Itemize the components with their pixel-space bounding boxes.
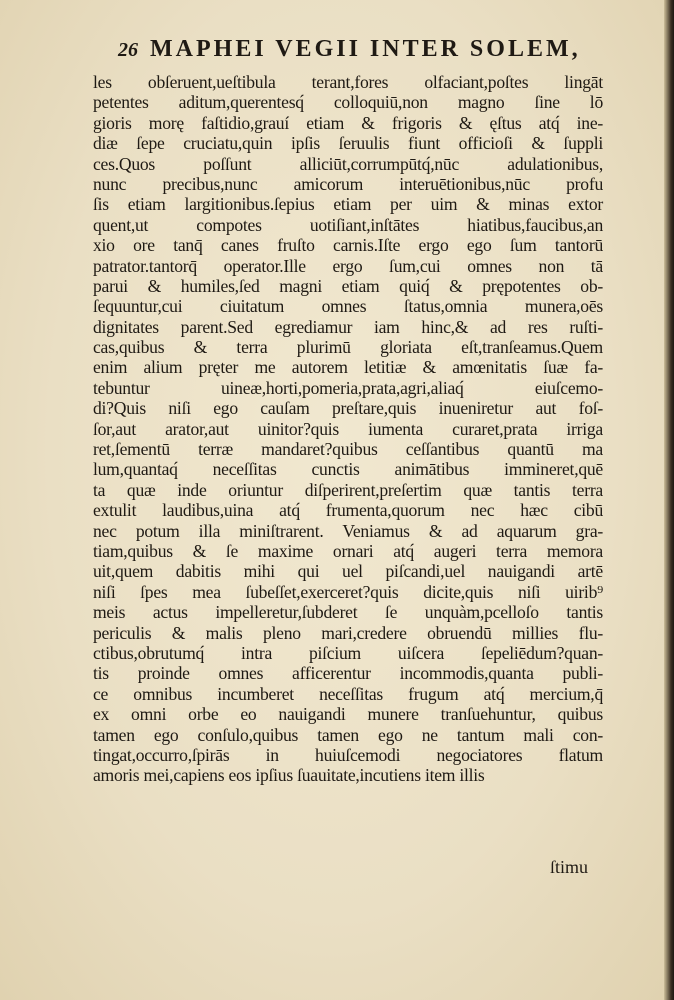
running-head: MAPHEI VEGII INTER SOLEM,	[150, 36, 581, 62]
text-line: enim alium pręter me autorem letitiæ & amœnitatis ſuæ fa-	[93, 357, 603, 378]
body-text	[93, 72, 603, 786]
text-line: les obſeruent,ueſtibula terant,fores olfaciant,poſtes lingāt	[93, 72, 603, 92]
text-line: diæ ſepe cruciatu,quin ipſis ſeruulis fiunt officioſi & ſuppli	[93, 133, 603, 154]
text-line: di?Quis niſi ego cauſam preſtare,quis inueniretur aut foſ-	[93, 398, 603, 419]
text-line: parui & humiles,ſed magni etiam quiq́ & prępotentes ob-	[93, 275, 603, 296]
text-line: tingat,occurro,ſpirās in huiuſcemodi negociatores flatum	[93, 744, 603, 765]
text-line: nec potum illa miniſtrarent. Veniamus & ad aquarum gra-	[93, 520, 603, 541]
page-header	[118, 36, 598, 66]
text-line: niſi ſpes mea ſubeſſet,exerceret?quis dicite,quis niſi uirib⁹	[93, 581, 603, 602]
text-line: meis actus impelleretur,ſubderet ſe unquàm,pcelloſo tantis	[93, 602, 603, 623]
text-line: cas,quibus & terra plurimū gloriata eſt,tranſeamus.Quem	[93, 337, 603, 358]
text-line: nunc precibus,nunc amicorum interuētionibus,nūc profu	[93, 173, 603, 194]
page-number: 26	[118, 39, 138, 61]
text-line: tiam,quibus & ſe maxime ornari atq́ augeri terra memora	[93, 540, 603, 561]
text-line: dignitates parent.Sed egrediamur iam hinc,& ad res ruſti-	[93, 316, 603, 337]
text-line: ces.Quos poſſunt alliciūt,corrumpūtq́,nūc adulationibus,	[93, 153, 603, 174]
text-line: ret,ſementū terræ mandaret?quibus ceſſantibus quantū ma	[93, 439, 603, 460]
text-line: amoris mei,capiens eos ipſius ſuauitate,incutiens item illis	[93, 765, 485, 786]
text-line: ſequuntur,cui ciuitatum omnes ſtatus,omnia munera,oēs	[93, 296, 603, 317]
text-line: xio ore tanq̄ canes fruſto carnis.Iſte ergo ego ſum tantorū	[93, 235, 603, 256]
text-line: ce omnibus incumberet neceſſitas frugum atq́ mercium,q̄	[93, 683, 603, 704]
text-line: patrator.tantorq̄ operator.Ille ergo ſum,cui omnes non tā	[93, 255, 603, 276]
page-gutter-shadow	[664, 0, 674, 1000]
text-line: ſor,aut arator,aut uinitor?quis iumenta curaret,prata irriga	[93, 418, 603, 439]
text-line: petentes aditum,querentesq́ colloquiū,non magno ſine lō	[93, 92, 603, 113]
text-line: lum,quantaq́ neceſſitas cunctis animātibus immineret,quē	[93, 459, 603, 480]
text-line: tebuntur uineæ,horti,pomeria,prata,agri,aliaq́ eiuſcemo-	[93, 377, 603, 398]
text-line: ctibus,obrutumq́ intra piſcium uiſcera ſepeliēdum?quan-	[93, 642, 603, 663]
text-line: extulit laudibus,uina atq́ frumenta,quorum nec hæc cibū	[93, 500, 603, 521]
text-line: periculis & malis pleno mari,credere obruendū millies flu-	[93, 622, 603, 643]
text-line: ex omni orbe eo nauigandi munere tranſuehuntur, quibus	[93, 704, 603, 725]
catchword: ſtimu	[550, 857, 589, 877]
text-line: ſis etiam largitionibus.ſepius etiam per uim & minas extor	[93, 194, 603, 215]
text-line: tamen ego conſulo,quibus tamen ego ne tantum mali con-	[93, 724, 603, 745]
text-line: gioris morę faſtidio,grauí etiam & frigoris & ęſtus atq́ ine-	[93, 112, 603, 133]
text-line: ta quæ inde oriuntur diſperirent,preſertim quæ tantis terra	[93, 479, 603, 500]
text-line: uit,quem dabitis mihi qui uel piſcandi,uel nauigandi artē	[93, 561, 603, 582]
text-line: tis proinde omnes afficerentur incommodis,quanta publi-	[93, 663, 603, 684]
text-line: quent,ut compotes uotiſiant,inſtātes hiatibus,faucibus,an	[93, 214, 603, 235]
